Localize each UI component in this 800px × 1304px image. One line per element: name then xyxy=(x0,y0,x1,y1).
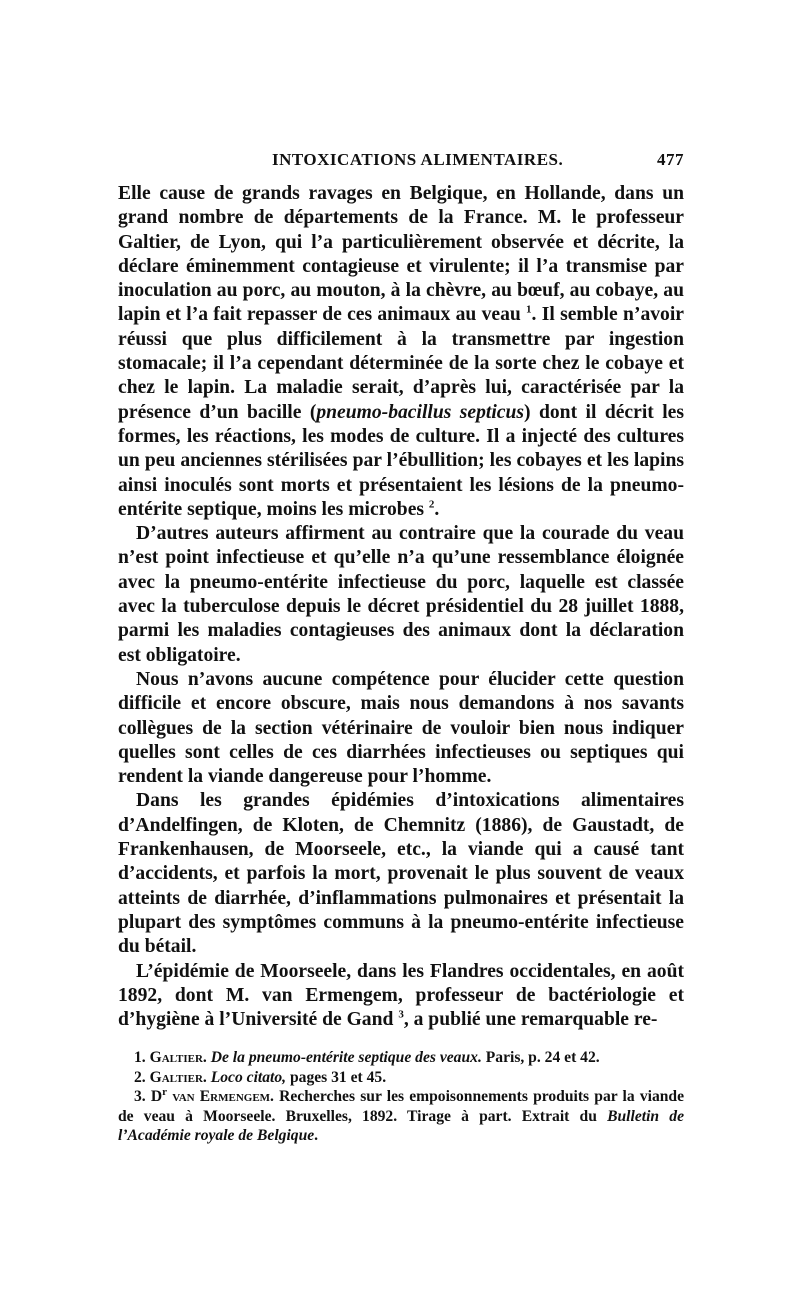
footnote-2-title: Loco citato, xyxy=(210,1068,287,1086)
running-head xyxy=(118,150,684,176)
footnote-3-title: Bulletin de l’Académie royale de Belgique xyxy=(118,1107,684,1144)
footnote-3-author: van Ermengem. xyxy=(172,1088,274,1105)
paragraph-5 xyxy=(118,960,684,1033)
paragraph-2: D’autres auteurs affirment au contraire que la courade du veau n’est point infectieuse et qu’elle n’a qu’une ressemblance éloignée avec la pneumo-entérite infectieuse du porc, laquelle est classée avec la tuberculose depuis le décret présidentiel du 28 juillet 1888, parmi les maladies contagieuses des animaux dont la déclaration est obligatoire. xyxy=(118,523,684,666)
footnote-3-number: 3. xyxy=(134,1088,146,1105)
paragraph-5-part-a: L’épidémie de Moorseele, dans les Flandres occidentales, en août 1892, dont M. van Ermengem, professeur de bactériologie et d’hygiène à l’Université de Gand xyxy=(118,960,684,1031)
paragraph-3: Nous n’avons aucune compétence pour élucider cette question difficile et encore obscure, mais nous demandons à nos savants collègues de la section vétérinaire de vouloir bien nous indiquer quelles sont celles de ces diarrhées infectieuses ou septiques qui rendent la viande dangereuse pour l’homme. xyxy=(118,668,684,788)
footnote-1 xyxy=(118,1048,684,1068)
running-title: INTOXICATIONS ALIMENTAIRES. xyxy=(272,150,564,169)
paragraph-1-part-c: ) dont il décrit les formes, les réactions, les modes de culture. Il a injecté des cultures un peu anciennes stérilisées par l’ébullition; les cobayes et les lapins ainsi inoculés sont morts et présentaient les lésions de la pneumo-entérite septique, moins les microbes xyxy=(118,401,684,520)
page-number: 477 xyxy=(657,150,684,169)
footnote-2-author: Galtier. xyxy=(149,1068,207,1086)
paragraph-4: Dans les grandes épidémies d’intoxications alimentaires d’Andelfingen, de Kloten, de Chemnitz (1886), de Gaustadt, de Frankenhausen, de Moorseele, etc., la viande qui a causé tant d’accidents, et parfois la mort, provenait le plus souvent de veaux atteints de diarrhée, d’inflammations pulmonaires et présentait la plupart des symptômes communs à la pneumo-entérite infectieuse du bétail. xyxy=(118,790,684,958)
footnote-3-rest: Recherches sur les empoisonnements produits par la viande de veau à Moorseele. Bruxelles, 1892. Tirage à part. Extrait du xyxy=(118,1088,685,1125)
footnote-2-number: 2. xyxy=(134,1068,146,1086)
footnote-ref-2: 2 xyxy=(428,498,435,511)
paragraph-5-part-b: , a publié une remarquable re- xyxy=(403,1009,658,1031)
footnote-3-end: . xyxy=(314,1127,319,1144)
footnotes xyxy=(118,1048,684,1146)
footnote-3 xyxy=(118,1087,684,1146)
paragraph-1-part-d: . xyxy=(434,498,440,520)
footnote-1-title: De la pneumo-entérite septique des veaux. xyxy=(210,1049,482,1066)
footnote-1-author: Galtier. xyxy=(149,1049,207,1066)
footnote-ref-3: 3 xyxy=(398,1008,404,1021)
paragraph-1-part-a: Elle cause de grands ravages en Belgique, en Hollande, dans un grand nombre de départements de la France. M. le professeur Galtier, de Lyon, qui l’a particulièrement observée et décrite, la déclare éminemment contagieuse et virulente; il l’a transmise par inoculation au porc, au mouton, à la chèvre, au bœuf, au cobaye, au lapin et l’a fait repasser de ces animaux au veau xyxy=(118,183,684,326)
paragraph-1 xyxy=(118,182,684,522)
footnote-3-prefix-sup: r xyxy=(162,1085,168,1098)
body-text xyxy=(118,182,684,1032)
footnote-2-rest: pages 31 et 45. xyxy=(286,1068,387,1086)
footnote-3-prefix: D xyxy=(150,1088,163,1105)
footnote-ref-1: 1 xyxy=(526,303,532,316)
paragraph-1-part-b: . Il semble n’avoir réussi que plus difficilement à la transmettre par ingestion stomacale; il l’a cependant déterminée de la sorte chez le cobaye et chez le lapin. La maladie serait, d’après lui, caractérisée par la présence d’un bacille ( xyxy=(118,304,684,423)
species-name: pneumo-bacillus septicus xyxy=(316,401,525,423)
footnote-2 xyxy=(118,1068,684,1088)
footnote-1-rest: Paris, p. 24 et 42. xyxy=(481,1049,600,1066)
footnote-1-number: 1. xyxy=(134,1049,146,1066)
